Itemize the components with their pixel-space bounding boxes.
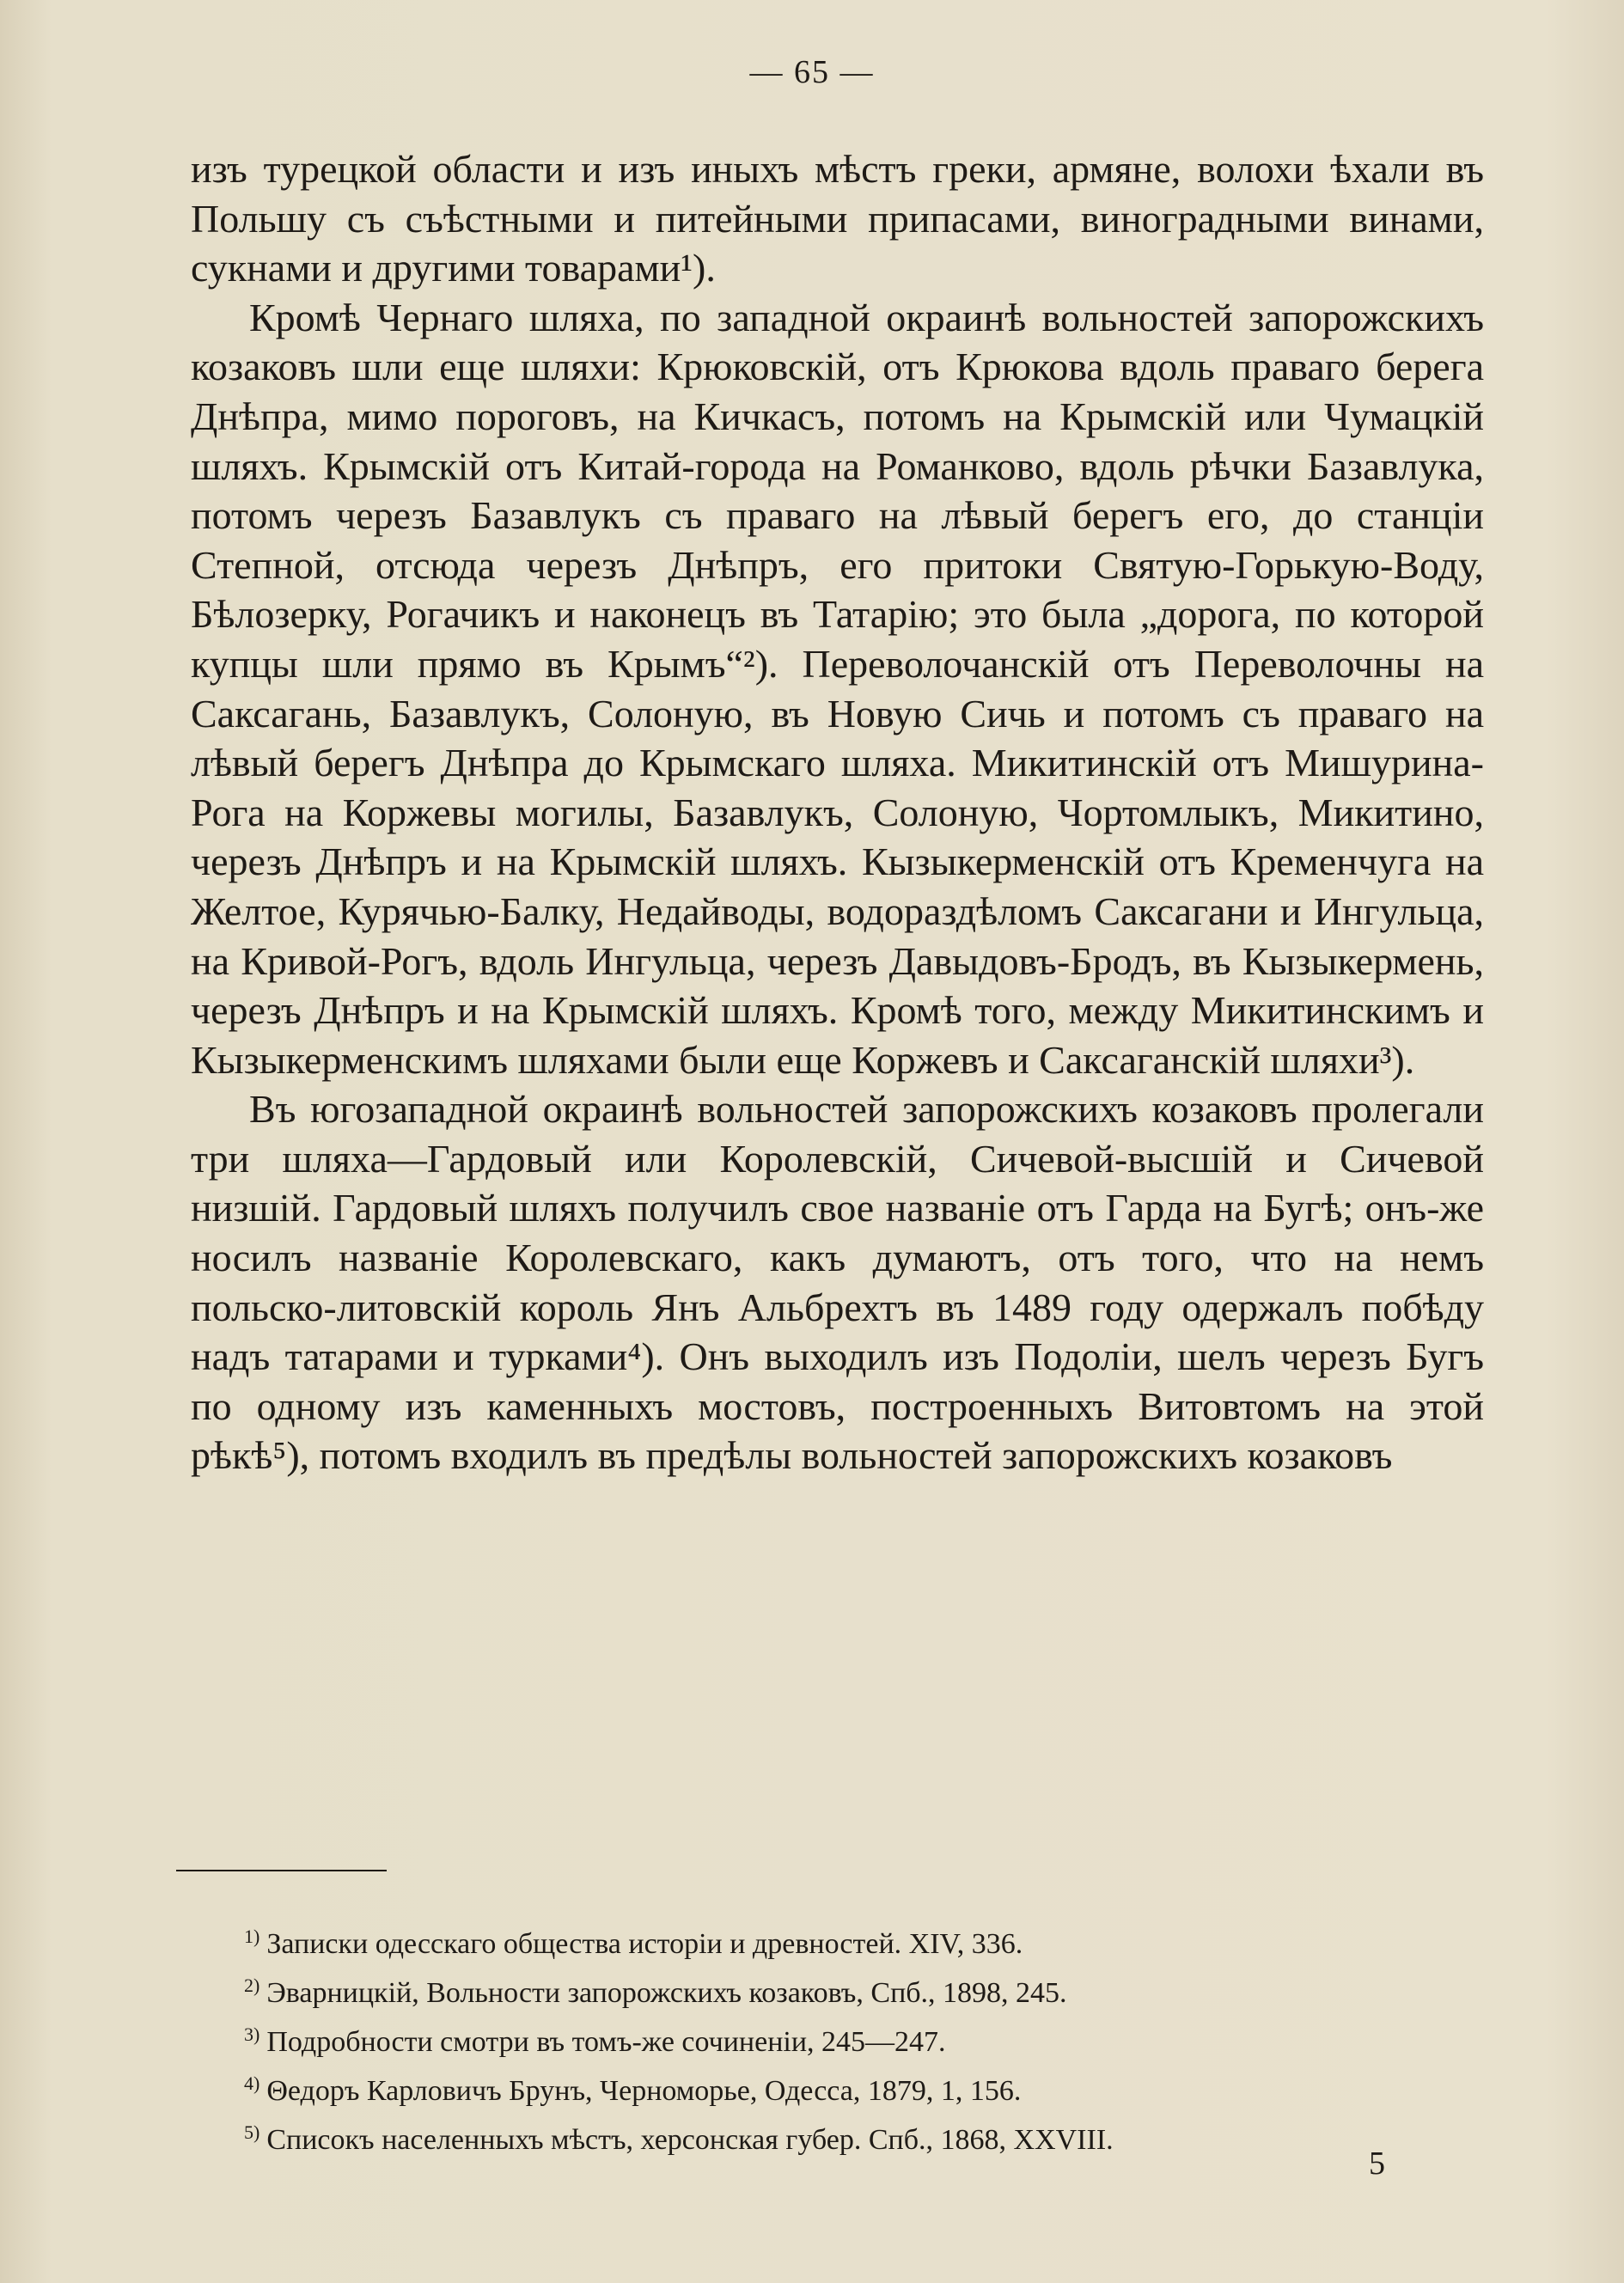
footnote-5 xyxy=(244,2112,1499,2161)
footnote-text: Списокъ населенныхъ мѣстъ, херсонская губер. Спб., 1868, XXVIII. xyxy=(266,2124,1114,2156)
footnote-1 xyxy=(244,1916,1499,1965)
page-number: — 65 — xyxy=(749,54,875,90)
signature-mark: 5 xyxy=(1369,2146,1385,2182)
footnote-3 xyxy=(244,2014,1499,2063)
footnote-mark: 5) xyxy=(244,2121,260,2143)
footnote-2 xyxy=(244,1965,1499,2014)
body-text xyxy=(191,144,1484,1480)
footnote-divider xyxy=(176,1870,387,1871)
footnote-text: Эварницкій, Вольности запорожскихъ козаковъ, Спб., 1898, 245. xyxy=(266,1977,1067,2009)
footnote-text: Подробности смотри въ томъ-же сочиненіи, 245—247. xyxy=(266,2026,946,2058)
footnote-text: Записки одесскаго общества исторіи и древностей. XIV, 336. xyxy=(266,1928,1023,1960)
footnote-mark: 2) xyxy=(244,1975,260,1996)
footnote-4 xyxy=(244,2063,1499,2112)
paragraph-southwestern-roads: Въ югозападной окраинѣ вольностей запорожскихъ козаковъ пролегали три шляха—Гардовый или Королевскій, Сичевой-высшій и Сичевой низшій. Гардовый шляхъ получилъ свое названіе отъ Гарда на Бугѣ; онъ-же носилъ названіе Королевскаго, какъ думаютъ, отъ того, что на немъ польско-литовскій король Янъ Альбрехтъ въ 1489 году одержалъ побѣду надъ татарами и турками⁴). Онъ выходилъ изъ Подоліи, шелъ черезъ Бугъ по одному изъ каменныхъ мостовъ, построенныхъ Витовтомъ на этой рѣкѣ⁵), потомъ входилъ въ предѣлы вольностей запорожскихъ козаковъ xyxy=(191,1087,1484,1478)
footnote-mark: 3) xyxy=(244,2024,260,2045)
footnote-mark: 4) xyxy=(244,2072,260,2094)
footnote-text: Θедоръ Карловичъ Брунъ, Черноморье, Одесса, 1879, 1, 156. xyxy=(266,2075,1022,2107)
footnote-mark: 1) xyxy=(244,1926,260,1947)
paragraph-continuation: изъ турецкой области и изъ иныхъ мѣстъ греки, армяне, волохи ѣхали въ Польшу съ съѣстными и питейными припасами, виноградными винами, сукнами и другими товарами¹). xyxy=(191,147,1484,290)
paragraph-western-roads: Кромѣ Чернаго шляха, по западной окраинѣ вольностей запорожскихъ козаковъ шли еще шляхи: Крюковскій, отъ Крюкова вдоль праваго берега Днѣпра, мимо пороговъ, на Кичкасъ, потомъ на Крымскій или Чумацкій шляхъ. Крымскій отъ Китай-города на Романково, вдоль рѣчки Базавлука, потомъ черезъ Базавлукъ съ праваго на лѣвый берегъ его, до станціи Степной, отсюда черезъ Днѣпръ, его притоки Святую-Горькую-Воду, Бѣлозерку, Рогачикъ и наконецъ въ Татарію; это была „дорога, по которой купцы шли прямо въ Крымъ“²). Переволочанскій отъ Переволочны на Саксагань, Базавлукъ, Солоную, въ Новую Сичь и потомъ съ праваго на лѣвый берегъ Днѣпра до Крымскаго шляха. Микитинскій отъ Мишурина-Рога на Коржевы могилы, Базавлукъ, Солоную, Чортомлыкъ, Микитино, черезъ Днѣпръ и на Крымскій шляхъ. Кызыкерменскій отъ Кременчуга на Желтое, Курячью-Балку, Недайводы, водораздѣломъ Саксагани и Ингульца, на Кривой-Рогъ, вдоль Ингульца, черезъ Давыдовъ-Бродъ, въ Кызыкермень, черезъ Днѣпръ и на Крымскій шляхъ. Кромѣ того, между Микитинскимъ и Кызыкерменскимъ шляхами были еще Коржевъ и Саксаганскій шляхи³). xyxy=(191,295,1484,1082)
footnotes xyxy=(244,1916,1499,2161)
